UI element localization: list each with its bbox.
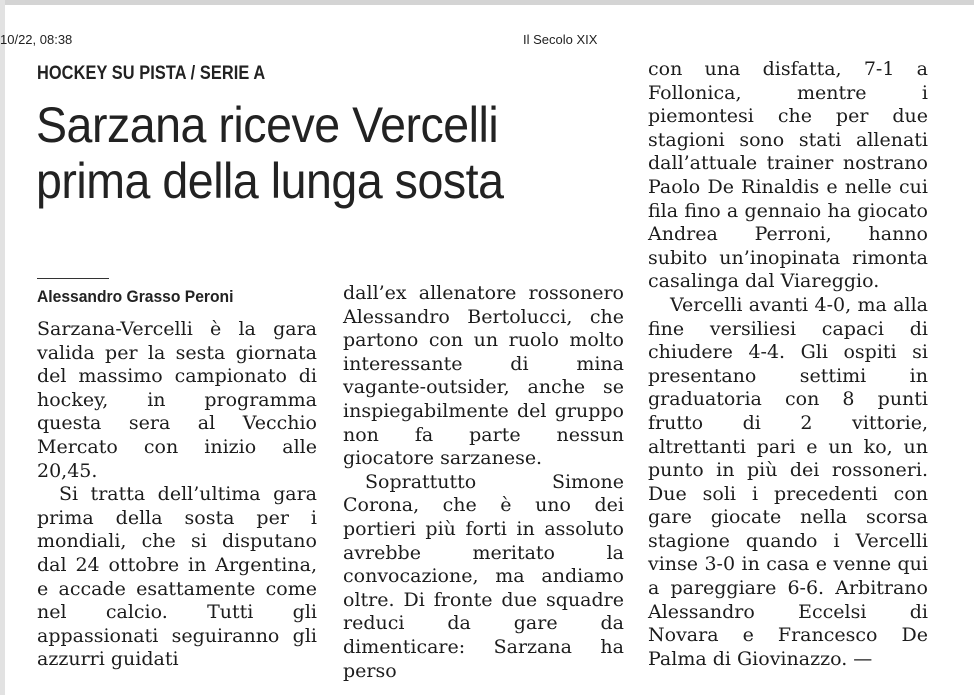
screenshot-frame-top: [0, 0, 974, 5]
column-2-paragraph-2: Soprattutto Simone Corona, che è uno dei portieri più forti in assoluto avrebbe meritato la convocazione, ma andiamo oltre. Di fronte due squadre reduci da gare da dimenticare: Sarzana ha perso: [343, 470, 624, 682]
byline-rule: [37, 278, 109, 279]
article-column-3: [648, 58, 928, 671]
article-kicker: HOCKEY SU PISTA / SERIE A: [37, 63, 266, 84]
headline-line-1: Sarzana riceve Vercelli: [36, 97, 499, 153]
column-1-paragraph-2: Si tratta dell’ultima gara prima della sosta per i mondiali, che si disputano dal 24 ottobre in Argentina, e accade esattamente come nel calcio. Tutti gli appassionati seguiranno gli azzurri guidati: [37, 483, 317, 671]
column-3-paragraph-1: con una disfatta, 7-1 a Follonica, mentre i piemontesi che per due stagioni sono stati allenati dall’attuale trainer nostrano Paolo De Rinaldis e nelle cui fila fino a gennaio ha giocato Andrea Perroni, hanno subito un’inopinata rimonta casalinga dal Viareggio.: [648, 58, 928, 293]
print-date-time: 10/22, 08:38: [0, 32, 73, 47]
screenshot-frame-left: [0, 0, 5, 695]
column-3-paragraph-2: Vercelli avanti 4-0, ma alla fine versiliesi capaci di chiudere 4-4. Gli ospiti si presentano settimi in graduatoria con 8 punti frutto di 2 vittorie, altrettanti pari e un ko, un punto in più dei rossoneri. Due soli i precedenti con gare giocate nella scorsa stagione quando i Vercelli vinse 3-0 in casa e venne qui a pareggiare 6-6. Arbitrano Alessandro Eccelsi di Novara e Francesco De Palma di Giovinazzo. —: [648, 293, 928, 670]
publication-name: Il Secolo XIX: [523, 32, 598, 47]
headline-line-2: prima della lunga sosta: [36, 153, 504, 209]
article-column-2: [343, 282, 624, 683]
article-headline: [36, 97, 503, 209]
column-2-paragraph-1: dall’ex allenatore rossonero Alessandro Bertolucci, che partono con un ruolo molto interessante di mina vagante-outsider, anche se inspiegabilmente del gruppo non fa parte nessun giocatore sarzanese.: [343, 282, 624, 470]
article-byline: Alessandro Grasso Peroni: [37, 287, 234, 306]
column-1-paragraph-1: Sarzana-Vercelli è la gara valida per la sesta giornata del massimo campionato di hockey, in programma questa sera al Vecchio Mercato con inizio alle 20,45.: [37, 318, 317, 482]
article-column-1: [37, 318, 317, 672]
